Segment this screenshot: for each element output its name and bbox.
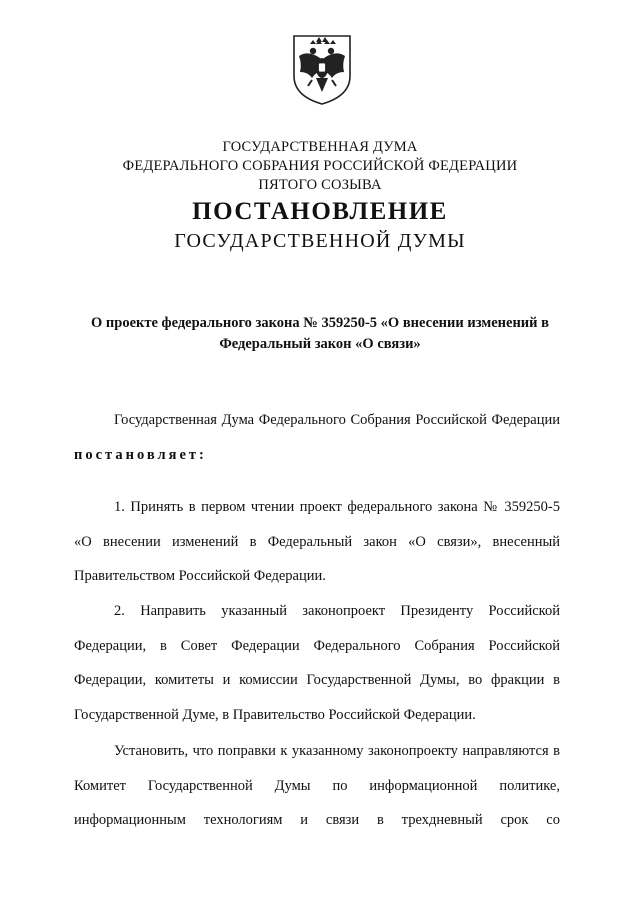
decree-word: постановляет: — [74, 446, 207, 463]
institution-header — [0, 138, 640, 195]
resolution-subject — [80, 313, 560, 355]
document-title: ПОСТАНОВЛЕНИЕ — [192, 198, 448, 225]
header-line-convocation: ПЯТОГО СОЗЫВА — [258, 177, 382, 193]
decree-item-1 — [74, 490, 560, 594]
establish-paragraph — [74, 734, 560, 838]
subject-line-2: Федеральный закон «О связи» — [219, 336, 421, 352]
preamble — [74, 403, 560, 472]
decree-item-2-text: 2. Направить указанный законопроект Президенту Российской Федерации, в Совет Федерации Федерального Собрания Российской Федерации, комитеты и комиссии Государственной Думы, во фракции в Государственной Думе, в Правительство Российской Федерации. — [74, 603, 560, 723]
preamble-text: Государственная Дума Федерального Собрания Российской Федерации — [114, 412, 560, 428]
decree-item-2 — [74, 594, 560, 732]
decree-item-1-text: 1. Принять в первом чтении проект федерального закона № 359250-5 «О внесении изменений в Федеральный закон «О связи», внесенный Правительством Российской Федерации. — [74, 499, 560, 584]
establish-text: Установить, что поправки к указанному законопроекту направляются в Комитет Государственной Думы по информационной политике, информационным технологиям и связи в трехдневный срок со — [74, 743, 560, 828]
coat-of-arms-icon — [290, 32, 354, 108]
document-subtitle: ГОСУДАРСТВЕННОЙ ДУМЫ — [174, 230, 466, 252]
header-line-duma: ГОСУДАРСТВЕННАЯ ДУМА — [222, 139, 418, 155]
header-line-assembly: ФЕДЕРАЛЬНОГО СОБРАНИЯ РОССИЙСКОЙ ФЕДЕРАЦИИ — [122, 158, 518, 174]
subject-line-1: О проекте федерального закона № 359250-5 «О внесении изменений в — [91, 315, 549, 331]
